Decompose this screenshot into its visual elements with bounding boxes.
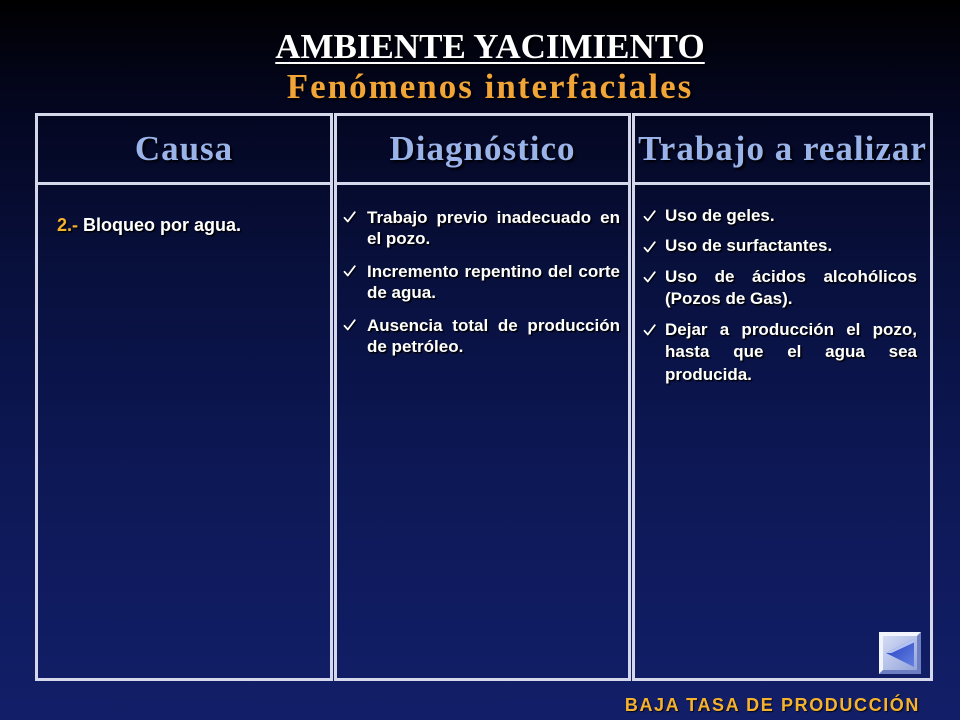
work-item-text: Uso de ácidos alcohólicos (Pozos de Gas).: [665, 266, 917, 309]
triangle-left-icon[interactable]: [879, 632, 921, 674]
cause-item: [57, 214, 241, 236]
work-item: [643, 235, 917, 258]
cause-column: [35, 113, 333, 681]
checkmark-stroke: [645, 325, 655, 334]
checkmark-icon: [643, 210, 656, 222]
work-item-text: Dejar a producción el pozo, hasta que el agua sea producida.: [665, 319, 917, 384]
diagnosis-item: [343, 207, 620, 249]
checkmark-stroke: [345, 212, 355, 221]
slide-subtitle: Fenómenos interfaciales: [286, 67, 694, 106]
work-column: [632, 113, 933, 681]
checkmark-icon: [343, 265, 356, 277]
work-item: [643, 319, 917, 387]
work-body: [635, 185, 930, 678]
work-item: [643, 266, 917, 311]
diagnosis-item-text: Incremento repentino del corte de agua.: [367, 261, 620, 302]
cause-header: Causa: [38, 116, 330, 185]
cause-text: Bloqueo por agua.: [83, 215, 242, 235]
back-button[interactable]: [879, 632, 921, 674]
work-item-text: Uso de surfactantes.: [665, 236, 833, 256]
diagnosis-item: [343, 315, 620, 357]
diagnosis-list: [343, 207, 620, 369]
checkmark-icon: [643, 324, 656, 336]
checkmark-icon: [343, 211, 356, 223]
checkmark-icon: [343, 319, 356, 331]
diagnosis-item: [343, 261, 620, 303]
work-list: [643, 205, 917, 395]
checkmark-icon: [643, 241, 656, 253]
diagnosis-column: [334, 113, 631, 681]
footer-label: BAJA TASA DE PRODUCCIÓN: [624, 695, 920, 715]
checkmark-stroke: [345, 266, 355, 275]
cause-body: [38, 185, 330, 678]
work-item: [643, 205, 917, 228]
diagnosis-item-text: Trabajo previo inadecuado en el pozo.: [367, 207, 620, 248]
slide-title: [190, 27, 790, 67]
checkmark-stroke: [645, 242, 655, 251]
checkmark-stroke: [345, 320, 355, 329]
work-header: Trabajo a realizar: [635, 116, 930, 185]
checkmark-stroke: [645, 211, 655, 220]
work-item-text: Uso de geles.: [665, 205, 775, 225]
diagnosis-body: [337, 185, 628, 678]
diagnosis-item-text: Ausencia total de producción de petróleo.: [367, 315, 620, 356]
diagnosis-header: Diagnóstico: [337, 116, 628, 185]
checkmark-stroke: [645, 272, 655, 281]
cause-number: 2.-: [57, 215, 79, 235]
slide-title-text: AMBIENTE YACIMIENTO: [275, 27, 705, 66]
checkmark-icon: [643, 271, 656, 283]
